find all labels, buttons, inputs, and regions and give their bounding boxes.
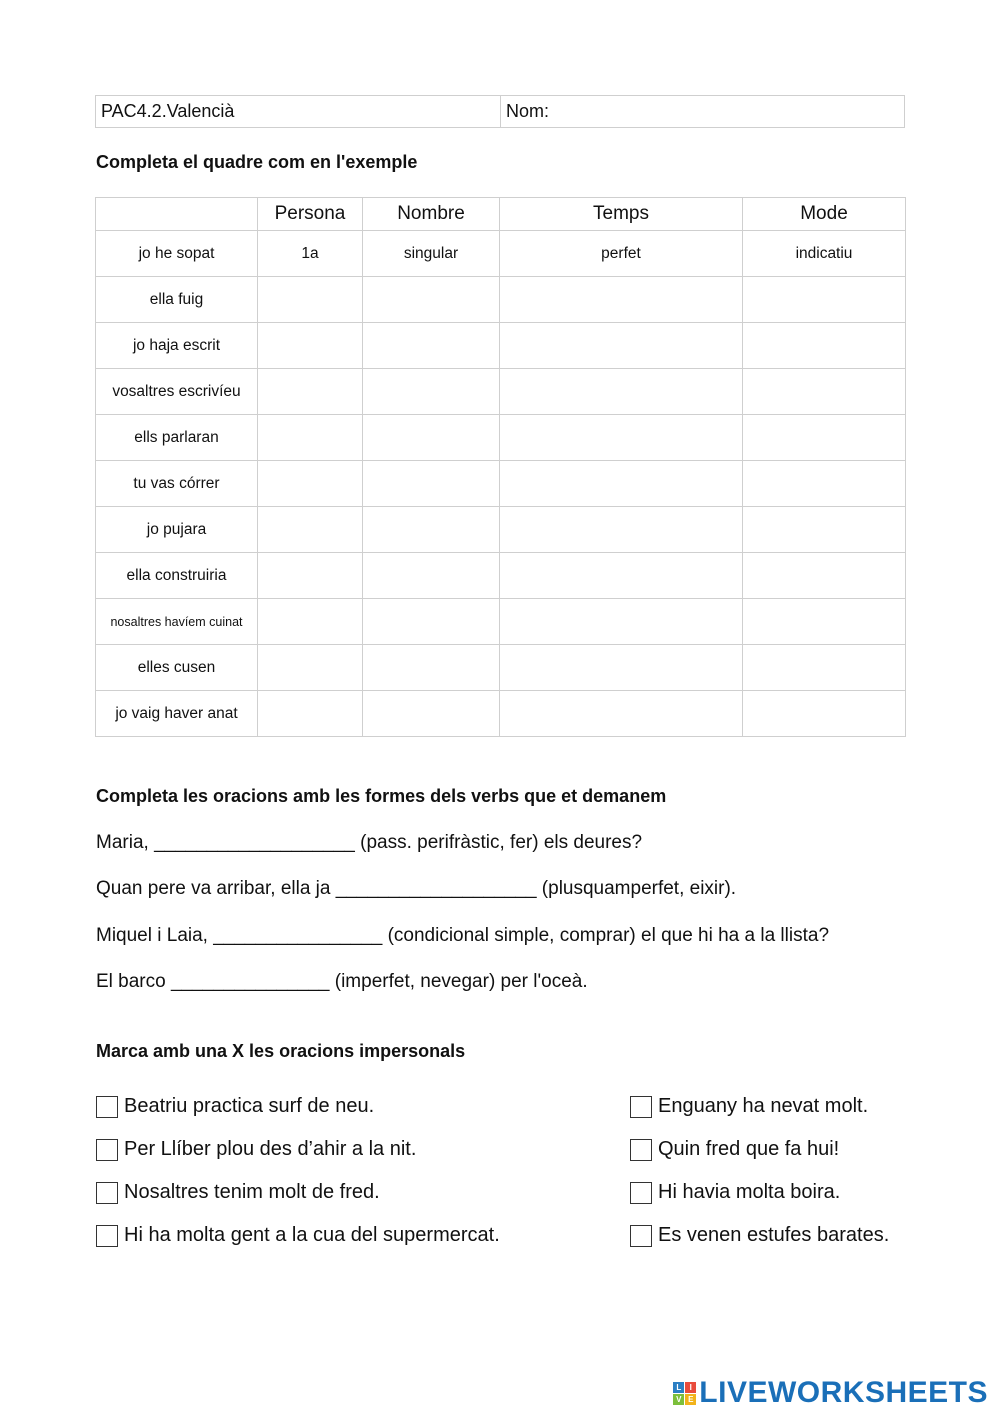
answer-cell[interactable]: [500, 507, 743, 553]
option-label: Enguany ha nevat molt.: [658, 1095, 869, 1117]
answer-cell[interactable]: [363, 277, 500, 323]
answer-cell[interactable]: [743, 277, 906, 323]
answer-cell[interactable]: [500, 691, 743, 737]
verb-form: vosaltres escrivíeu: [96, 369, 258, 415]
answer-cell[interactable]: [363, 553, 500, 599]
table-row: [96, 415, 906, 461]
answer-cell[interactable]: [500, 323, 743, 369]
option-label: Es venen estufes barates.: [658, 1224, 890, 1246]
answer-cell[interactable]: [258, 507, 363, 553]
table-row: [96, 691, 906, 737]
verb-form: jo vaig haver anat: [96, 691, 258, 737]
answer-cell[interactable]: [500, 277, 743, 323]
verb-form: elles cusen: [96, 645, 258, 691]
answer-cell[interactable]: [363, 507, 500, 553]
column-header: Persona: [258, 198, 363, 231]
checkbox[interactable]: [96, 1096, 118, 1118]
option-label: Hi ha molta gent a la cua del supermercat.: [124, 1224, 500, 1246]
answer-cell[interactable]: [743, 369, 906, 415]
answer-cell[interactable]: [258, 461, 363, 507]
checkbox[interactable]: [96, 1182, 118, 1204]
answer-cell[interactable]: [258, 369, 363, 415]
checkbox[interactable]: [96, 1225, 118, 1247]
verb-form: ella fuig: [96, 277, 258, 323]
answer-cell[interactable]: [743, 599, 906, 645]
table-row: [96, 507, 906, 553]
checkbox[interactable]: [630, 1182, 652, 1204]
answer-cell: indicatiu: [743, 231, 906, 277]
option-left-1: [96, 1095, 374, 1118]
answer-cell[interactable]: [500, 369, 743, 415]
course-label: PAC4.2.Valencià: [96, 96, 501, 127]
section1-title: Completa el quadre com en l'exemple: [96, 152, 418, 172]
answer-cell[interactable]: [363, 369, 500, 415]
verb-form: jo he sopat: [96, 231, 258, 277]
checkbox[interactable]: [96, 1139, 118, 1161]
logo-letter: E: [685, 1394, 696, 1405]
verb-form: jo haja escrit: [96, 323, 258, 369]
option-label: Hi havia molta boira.: [658, 1181, 841, 1203]
answer-cell[interactable]: [258, 599, 363, 645]
answer-cell[interactable]: [500, 553, 743, 599]
answer-cell[interactable]: [258, 691, 363, 737]
section3-title: Marca amb una X les oracions impersonals: [96, 1041, 466, 1061]
answer-cell[interactable]: [743, 507, 906, 553]
answer-cell: perfet: [500, 231, 743, 277]
answer-cell[interactable]: [363, 323, 500, 369]
option-label: Nosaltres tenim molt de fred.: [124, 1181, 380, 1203]
answer-cell[interactable]: [743, 461, 906, 507]
verb-form: tu vas córrer: [96, 461, 258, 507]
answer-cell[interactable]: [500, 461, 743, 507]
answer-cell: singular: [363, 231, 500, 277]
answer-cell[interactable]: [743, 415, 906, 461]
column-header: Mode: [743, 198, 906, 231]
option-label: Beatriu practica surf de neu.: [124, 1095, 375, 1117]
answer-cell[interactable]: [258, 553, 363, 599]
verb-form: ells parlaran: [96, 415, 258, 461]
name-field[interactable]: Nom:: [506, 101, 550, 121]
logo-letter: L: [673, 1382, 684, 1393]
answer-cell[interactable]: [258, 645, 363, 691]
table-row: [96, 599, 906, 645]
option-left-2: [96, 1138, 416, 1161]
answer-cell[interactable]: [500, 415, 743, 461]
logo-letter: I: [685, 1382, 696, 1393]
option-left-3: [96, 1181, 380, 1204]
sentence-3[interactable]: Miquel i Laia, ________________ (condicional simple, comprar) el que hi ha a la llista?: [96, 925, 830, 946]
answer-cell[interactable]: [743, 645, 906, 691]
table-row: [96, 323, 906, 369]
verb-form: jo pujara: [96, 507, 258, 553]
answer-cell[interactable]: [363, 415, 500, 461]
header-cell-empty: [96, 198, 258, 231]
sentence-1[interactable]: Maria, ___________________ (pass. perifràstic, fer) els deures?: [96, 832, 643, 853]
option-right-1: [630, 1095, 868, 1118]
answer-cell[interactable]: [258, 323, 363, 369]
answer-cell[interactable]: [500, 645, 743, 691]
option-label: Quin fred que fa hui!: [658, 1138, 840, 1160]
conjugation-table: [95, 197, 906, 737]
answer-cell[interactable]: [743, 691, 906, 737]
table-row: [96, 553, 906, 599]
answer-cell[interactable]: [258, 415, 363, 461]
answer-cell[interactable]: [743, 553, 906, 599]
table-row: [96, 645, 906, 691]
section2-title: Completa les oracions amb les formes dels verbs que et demanem: [96, 786, 667, 806]
column-header: Nombre: [363, 198, 500, 231]
verb-form: ella construiria: [96, 553, 258, 599]
answer-cell[interactable]: [363, 599, 500, 645]
answer-cell[interactable]: [743, 323, 906, 369]
sentence-4[interactable]: El barco _______________ (imperfet, nevegar) per l'oceà.: [96, 971, 588, 992]
option-right-2: [630, 1138, 839, 1161]
answer-cell[interactable]: [363, 645, 500, 691]
liveworksheets-logo: [673, 1376, 988, 1410]
logo-mark-icon: [673, 1382, 696, 1405]
answer-cell[interactable]: [363, 461, 500, 507]
verb-form: nosaltres havíem cuinat: [96, 599, 258, 645]
checkbox[interactable]: [630, 1225, 652, 1247]
checkbox[interactable]: [630, 1139, 652, 1161]
option-left-4: [96, 1224, 500, 1247]
option-right-3: [630, 1181, 840, 1204]
header-box: [95, 95, 905, 128]
table-row: [96, 369, 906, 415]
answer-cell[interactable]: [363, 691, 500, 737]
answer-cell: 1a: [258, 231, 363, 277]
option-right-4: [630, 1224, 889, 1247]
table-row: [96, 461, 906, 507]
table-row: [96, 231, 906, 277]
logo-text: LIVEWORKSHEETS: [699, 1376, 988, 1409]
table-row: [96, 277, 906, 323]
option-label: Per Llíber plou des d’ahir a la nit.: [124, 1138, 417, 1160]
checkbox[interactable]: [630, 1096, 652, 1118]
logo-letter: V: [673, 1394, 684, 1405]
answer-cell[interactable]: [258, 277, 363, 323]
column-header: Temps: [500, 198, 743, 231]
sentence-2[interactable]: Quan pere va arribar, ella ja ___________________ (plusquamperfet, eixir).: [96, 878, 737, 899]
answer-cell[interactable]: [500, 599, 743, 645]
